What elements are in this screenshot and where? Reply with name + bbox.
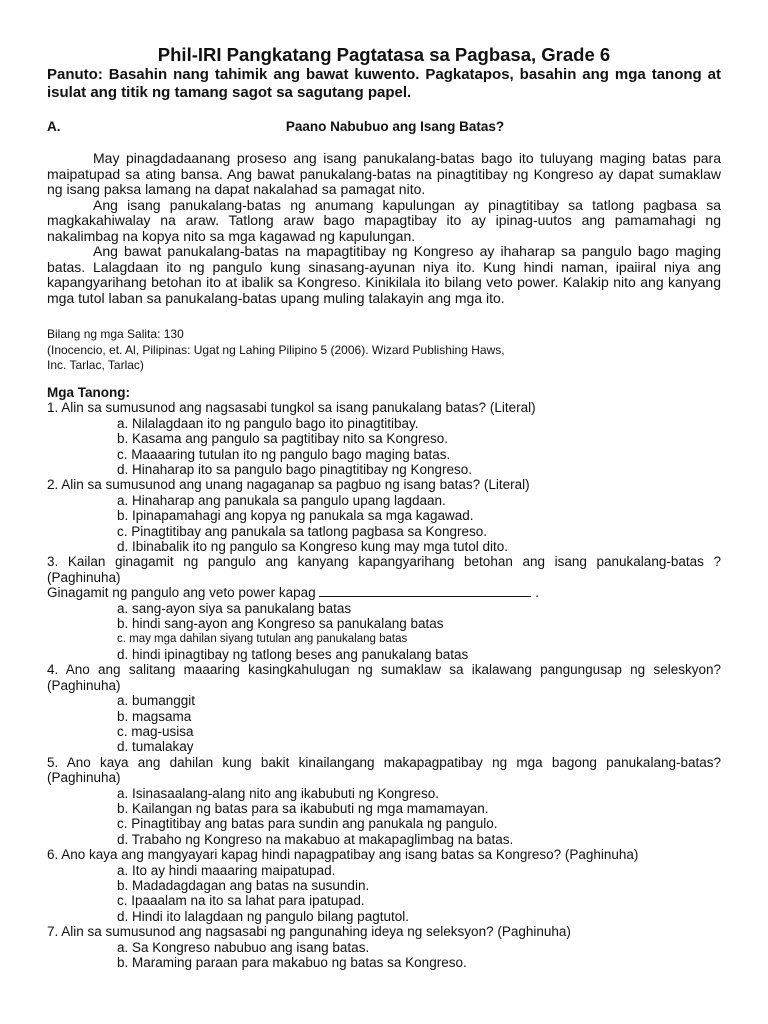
answer-option: a. bumanggit (117, 693, 196, 709)
story-paragraph: Ang isang panukalang-batas ng anumang kapulungan ay pinagtitibay sa tatlong pagbasa sa magkakahiwalay na araw. Tatlong araw bago mapagtibay ito ay ipinag-uutos ang pamamahagi ng nakalimbag na kopya nito sa mga kagawad ng kapulungan. (47, 196, 721, 244)
answer-option: c. Pinagtitibay ang batas para sundin ang panukala ng pangulo. (117, 816, 498, 832)
question-2 (47, 477, 721, 554)
answer-option: c. mag-usisa (117, 723, 194, 739)
question-text: 3. Kailan ginagamit ng pangulo ang kanyang kapangyarihang betohan ang isang panukalang-batas ? (Paghinuha) (47, 554, 721, 585)
answer-option: b. Kailangan ng batas para sa ikabubuti ng mga mamamayan. (117, 800, 489, 816)
question-3 (47, 554, 721, 662)
question-1 (47, 400, 721, 477)
answer-option: d. Trabaho ng Kongreso na makabuo at makapaglimbag na batas. (117, 831, 514, 847)
fill-in-sentence (47, 585, 721, 600)
answer-option: b. Ipinapamahagi ang kopya ng panukala sa mga kagawad. (117, 508, 474, 524)
answer-option: d. Hindi ito lalagdaan ng pangulo bilang pagtutol. (117, 908, 409, 924)
answer-blank (319, 585, 531, 597)
story-paragraph: May pinagdadaanang proseso ang isang panukalang-batas bago ito tuluyang maging batas para maipatupad sa ating bansa. Ang bawat panukalang-batas na pinagtitibay ng Kongreso ay dapat sumaklaw ng isang paksa lamang na dapat nakalahad sa pamagat nito. (47, 150, 721, 197)
question-text: 1. Alin sa sumusunod ang nagsasabi tungkol sa isang panukalang batas? (Literal) (47, 400, 536, 416)
questions-section (47, 385, 721, 970)
source-citation-line: Inc. Tarlac, Tarlac) (47, 358, 144, 372)
fill-prefix: Ginagamit ng pangulo ang veto power kapag (47, 585, 316, 601)
story-title: Paano Nabubuo ang Isang Batas? (285, 119, 505, 134)
answer-option: a. Isinasaalang-alang nito ang ikabubuti ng Kongreso. (117, 785, 439, 801)
answer-option: b. magsama (117, 708, 192, 724)
question-5 (47, 755, 721, 847)
question-text: 5. Ano kaya ang dahilan kung bakit kinailangang makapagpatibay ng mga bagong panukalang-batas? (Paghinuha) (47, 754, 721, 786)
answer-option: b. hindi sang-ayon ang Kongreso sa panukalang batas (117, 616, 444, 632)
answer-option: c. Maaaaring tutulan ito ng pangulo bago maging batas. (117, 446, 451, 462)
question-text: 7. Alin sa sumusunod ang nagsasabi ng pangunahing ideya ng seleksyon? (Paghinuha) (47, 924, 571, 940)
page-title: Phil-IRI Pangkatang Pagtatasa sa Pagbasa, Grade 6 (157, 44, 611, 65)
answer-option: a. Nilalagdaan ito ng pangulo bago ito pinagtitibay. (117, 415, 419, 431)
answer-option: b. Madadagdagan ang batas na susundin. (117, 878, 370, 893)
question-text: 6. Ano kaya ang mangyayari kapag hindi napagpatibay ang isang batas sa Kongreso? (Paghinuha) (47, 847, 639, 863)
answer-option: c. Pinagtitibay ang panukala sa tatlong pagbasa sa Kongreso. (117, 523, 488, 539)
answer-option: d. tumalakay (117, 739, 194, 755)
story-metadata (47, 327, 505, 374)
instructions: Panuto: Basahin nang tahimik ang bawat kuwento. Pagkatapos, basahin ang mga tanong at isulat ang titik ng tamang sagot sa sagutang papel. (47, 66, 721, 101)
answer-option: a. sang-ayon siya sa panukalang batas (117, 600, 352, 616)
fill-suffix: . (535, 585, 539, 601)
answer-option: c. may mga dahilan siyang tutulan ang panukalang batas (117, 632, 408, 645)
answer-option: a. Hinaharap ang panukala sa pangulo upang lagdaan. (117, 492, 446, 508)
answer-option: b. Maraming paraan para makabuo ng batas sa Kongreso. (117, 955, 467, 971)
word-count: Bilang ng mga Salita: 130 (47, 327, 184, 341)
section-letter: A. (47, 119, 61, 134)
question-text: 4. Ano ang salitang maaaring kasingkahulugan ng sumaklaw sa ikalawang pangungusap ng seleskyon? (Paghinuha) (47, 662, 721, 693)
question-4 (47, 662, 721, 754)
answer-option: d. Ibinabalik ito ng pangulo sa Kongreso kung may mga tutol dito. (117, 539, 508, 555)
answer-option: c. Ipaaalam na ito sa lahat para ipatupad. (117, 893, 365, 909)
source-citation-line: (Inocencio, et. Al, Pilipinas: Ugat ng Lahing Pilipino 5 (2006). Wizard Publishing Haws, (47, 342, 505, 357)
questions-heading: Mga Tanong: (47, 385, 130, 400)
answer-option: a. Sa Kongreso nabubuo ang isang batas. (117, 939, 370, 955)
story-text (47, 151, 721, 306)
question-6 (47, 847, 721, 924)
story-paragraph: Ang bawat panukalang-batas na mapagtitibay ng Kongreso ay ihaharap sa pangulo bago maging batas. Lalagdaan ito ng pangulo kung sinasang-ayunan niya ito. Kung hindi naman, ipaiiral niya ang kapangyarihang betohan ito at ibalik sa Kongreso. Kinikilala ito bilang veto power. Kalakip nito ang kanyang mga tutol laban sa panukalang-batas upang muling talakayin ang mga ito. (47, 243, 721, 306)
answer-option: d. Hinaharap ito sa pangulo bago pinagtitibay ng Kongreso. (117, 462, 473, 478)
answer-option: d. hindi ipinagtibay ng tatlong beses ang panukalang batas (117, 646, 469, 662)
question-text: 2. Alin sa sumusunod ang unang nagaganap sa pagbuo ng isang batas? (Literal) (47, 477, 530, 493)
question-7 (47, 924, 721, 970)
answer-option: b. Kasama ang pangulo sa pagtitibay nito sa Kongreso. (117, 431, 448, 447)
answer-option: a. Ito ay hindi maaaring maipatupad. (117, 862, 336, 878)
